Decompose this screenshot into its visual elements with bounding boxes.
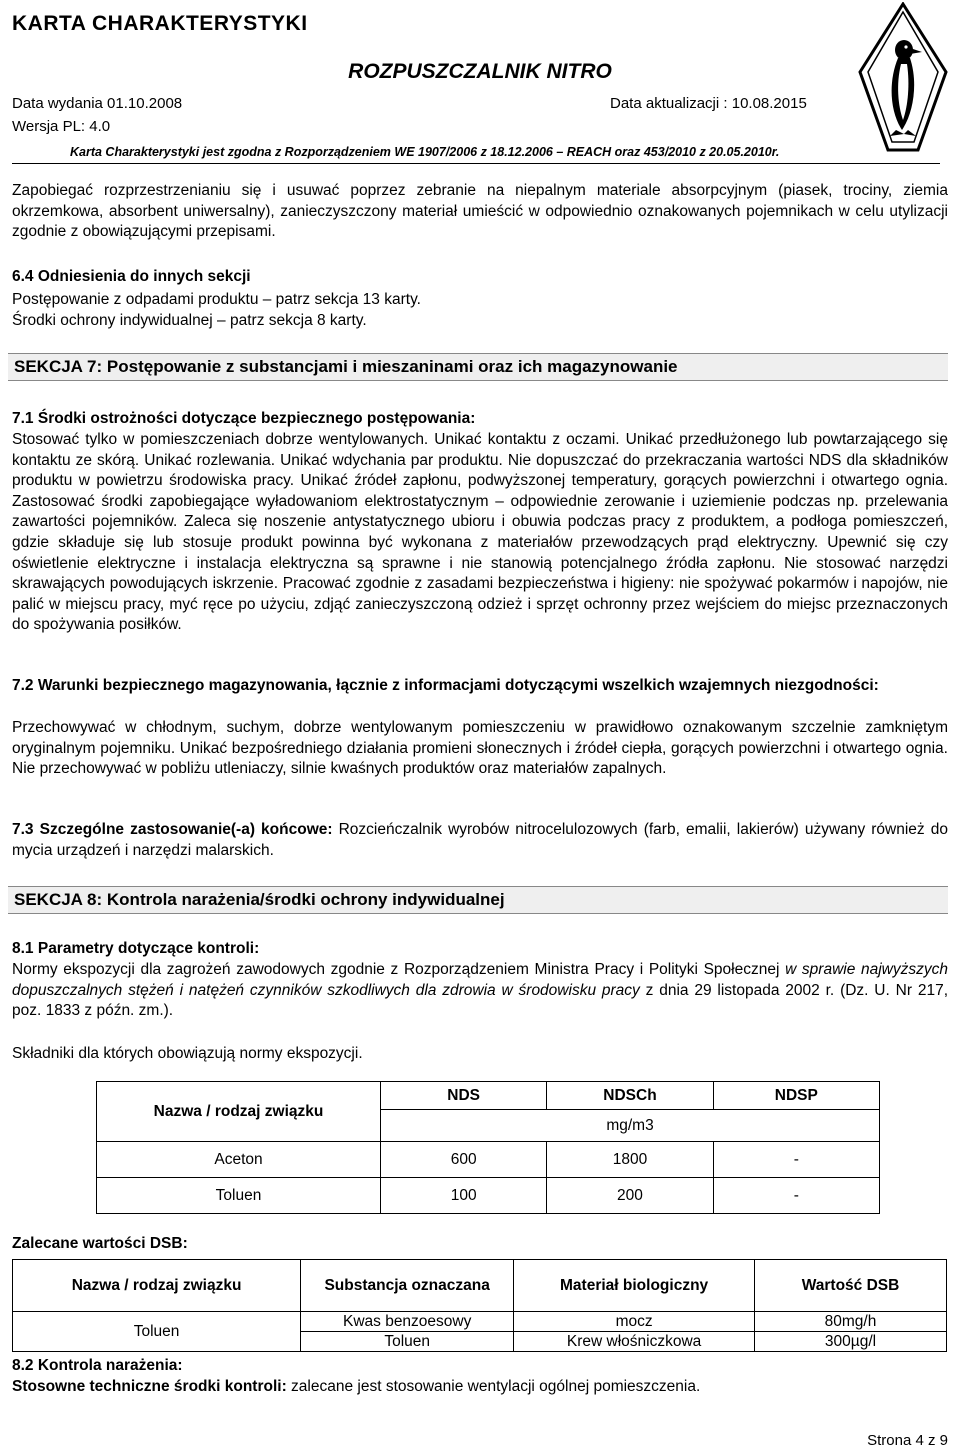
- section-7-2-heading: 7.2 Warunki bezpiecznego magazynowania, łącznie z informacjami dotyczącymi wszelkich wzajemnych niezgodności:: [12, 677, 879, 694]
- section-8-1-text-part-1: Normy ekspozycji dla zagrożeń zawodowych zgodnie z Rozporządzeniem Ministra Pracy i Polityki Społecznej: [12, 961, 786, 978]
- dsb-cell-value: 300µg/l: [755, 1332, 947, 1352]
- nds-header-ndsp: NDSP: [713, 1082, 879, 1110]
- nds-header-ndsch: NDSCh: [547, 1082, 713, 1110]
- spill-cleanup-text: Zapobiegać rozprzestrzenianiu się i usuwać poprzez zebranie na niepalnym materiale absorpcyjnym (piasek, trociny, ziemia okrzemkowa, absorbent uniwersalny), zanieczyszczony materiał umieścić w odpowiednio oznakowanych pojemnikach w celu utylizacji zgodnie z obowiązującymi przepisami.: [12, 182, 948, 241]
- nds-cell-ndsch: 1800: [547, 1142, 713, 1178]
- nds-cell-name: Aceton: [97, 1142, 381, 1178]
- nds-cell-nds: 600: [381, 1142, 547, 1178]
- dsb-cell-material: mocz: [514, 1312, 755, 1332]
- dsb-header-name: Nazwa / rodzaj związku: [13, 1260, 301, 1312]
- section-6-4-line-2: Środki ochrony indywidualnej – patrz sekcja 8 karty.: [12, 312, 367, 329]
- section-8-2-heading: 8.2 Kontrola narażenia:: [12, 1357, 183, 1374]
- nds-header-nds: NDS: [381, 1082, 547, 1110]
- section-7-title: SEKCJA 7: Postępowanie z substancjami i mieszaninami oraz ich magazynowanie: [8, 353, 948, 381]
- section-6-4-line-1: Postępowanie z odpadami produktu – patrz sekcja 13 karty.: [12, 291, 421, 308]
- dsb-header-value: Wartość DSB: [755, 1260, 947, 1312]
- nds-cell-ndsp: -: [713, 1178, 879, 1214]
- section-7-3-heading: 7.3 Szczególne zastosowanie(-a) końcowe:: [12, 821, 333, 838]
- table-row: [13, 1312, 947, 1332]
- regulation-note: Karta Charakterystyki jest zgodna z Rozporządzeniem WE 1907/2006 z 18.12.2006 – REACH oraz 453/2010 z 20.05.2010r.: [70, 145, 780, 159]
- section-7-2-text: Przechowywać w chłodnym, suchym, dobrze wentylowanym pomieszczeniu w prawidłowo oznakowanym szczelnie zamkniętym oryginalnym pojemniku. Unikać bezpośredniego działania promieni słonecznych i źródeł ciepła, gorących powierzchni i otwartego ognia. Nie przechowywać w pobliżu utleniaczy, silnie kwaśnych produktów oraz materiałów zapalnych.: [12, 719, 948, 778]
- section-8-2-text: zalecane jest stosowanie wentylacji ogólnej pomieszczenia.: [286, 1378, 701, 1395]
- document-title: KARTA CHARAKTERYSTYKI: [12, 12, 308, 35]
- section-8-1-heading: 8.1 Parametry dotyczące kontroli:: [12, 940, 260, 957]
- nds-cell-nds: 100: [381, 1178, 547, 1214]
- page-number: Strona 4 z 9: [867, 1432, 948, 1449]
- components-note: Składniki dla których obowiązują normy ekspozycji.: [12, 1045, 363, 1062]
- penguin-logo-icon: [858, 2, 948, 152]
- dsb-header-substance: Substancja oznaczana: [301, 1260, 514, 1312]
- section-7-1-text: Stosować tylko w pomieszczeniach dobrze wentylowanych. Unikać kontaktu z oczami. Unikać przedłużonego lub powtarzającego się kontaktu ze skórą. Unikać rozlewania. Unikać wdychania par produktu. Nie dopuszczać do przekraczania wartości NDS dla składników produktu w powietrzu środowiska pracy. Unikać źródeł zapłonu, podwyższonej temperatury, gorących powierzchni i otwartego ognia. Zastosować środki zapobiegające wyładowaniom elektrostatycznym – odpowiednie zerowanie i uziemienie podczas np. przelewania zawartości pojemników. Zaleca się noszenie antystatycznego ubioru i obuwia podczas pracy z produktem, a podłoga pomieszczeń, gdzie składuje się lub stosuje produkt powinna być wykonana z materiałów przewodzących prąd elektryczny. Upewnić się czy oświetlenie elektryczne i instalacja elektryczna są sprawne i nie stanowią potencjalnego źródła zapłonu. Nie stosować narzędzi skrawających powodujących iskrzenie. Pracować zgodnie z zasadami bezpieczeństwa i higieny: nie spożywać pokarmów i napojów, nie palić w miejscu pracy, myć ręce po użyciu, zdjąć zanieczyszczoną odzież i sprzęt ochronny przez wejściem do miejsc przeznaczonych do spożywania posiłków.: [12, 431, 948, 634]
- section-8-1-text: [12, 960, 948, 1022]
- dsb-table: [12, 1259, 947, 1352]
- update-date: Data aktualizacji : 10.08.2015: [610, 95, 807, 112]
- header-divider: [12, 163, 940, 164]
- nds-unit: mg/m3: [381, 1110, 880, 1142]
- section-6-4-heading: 6.4 Odniesienia do innych sekcji: [12, 268, 251, 285]
- dsb-cell-substance: Toluen: [301, 1332, 514, 1352]
- section-8-2-line: [12, 1377, 948, 1398]
- section-8-1-text-part-2: z dnia 29 listopada 2002 r. (Dz. U. Nr 217, poz. 1833 z późn. zm.).: [12, 981, 948, 1020]
- version: Wersja PL: 4.0: [12, 118, 111, 135]
- section-8-2-label: Stosowne techniczne środki kontroli:: [12, 1378, 287, 1395]
- dsb-heading: Zalecane wartości DSB:: [12, 1235, 188, 1252]
- section-8-title: SEKCJA 8: Kontrola narażenia/środki ochrony indywidualnej: [8, 886, 948, 914]
- nds-table: [96, 1081, 880, 1214]
- section-7-3-text: Rozcieńczalnik wyrobów nitrocelulozowych (farb, emalii, lakierów) używany również do mycia urządzeń i narzędzi malarskich.: [12, 821, 948, 859]
- publication-date: Data wydania 01.10.2008: [12, 95, 183, 112]
- section-7-3: [12, 820, 948, 861]
- nds-header-name: Nazwa / rodzaj związku: [97, 1082, 381, 1142]
- dsb-cell-value: 80mg/h: [755, 1312, 947, 1332]
- nds-cell-name: Toluen: [97, 1178, 381, 1214]
- nds-cell-ndsch: 200: [547, 1178, 713, 1214]
- section-8-1-regulation-title: w sprawie najwyższych dopuszczalnych stężeń i natężeń czynników szkodliwych dla zdrowia w środowisku pracy: [12, 961, 948, 999]
- nds-cell-ndsp: -: [713, 1142, 879, 1178]
- dsb-cell-material: Krew włośniczkowa: [514, 1332, 755, 1352]
- product-name: ROZPUSZCZALNIK NITRO: [348, 60, 612, 83]
- dsb-cell-compound: Toluen: [13, 1312, 301, 1352]
- table-row: [97, 1178, 880, 1214]
- dsb-header-material: Materiał biologiczny: [514, 1260, 755, 1312]
- table-row: [97, 1142, 880, 1178]
- dsb-cell-substance: Kwas benzoesowy: [301, 1312, 514, 1332]
- section-7-1-heading: 7.1 Środki ostrożności dotyczące bezpiecznego postępowania:: [12, 410, 476, 427]
